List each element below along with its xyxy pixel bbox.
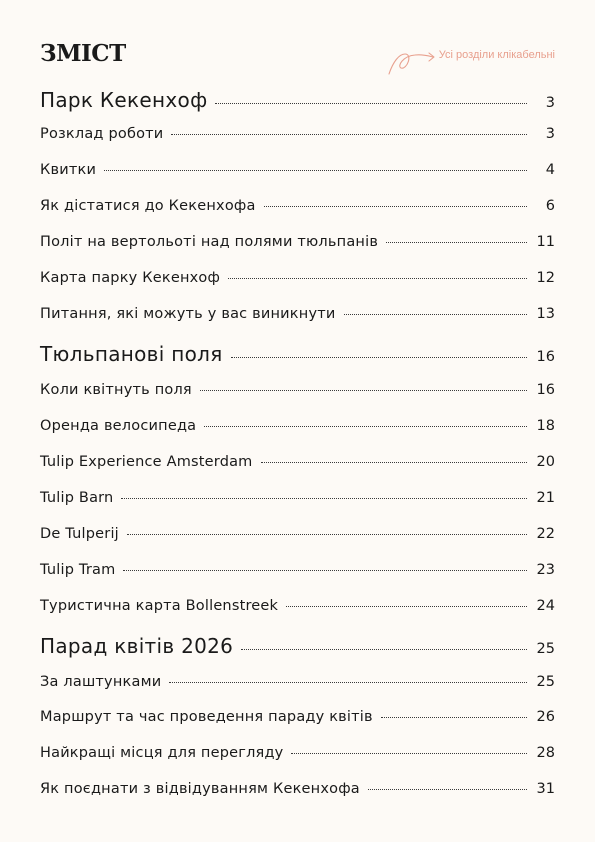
toc-page-number: 25 — [536, 641, 555, 657]
toc-subsection-link[interactable] — [40, 234, 555, 250]
dot-leader — [127, 534, 527, 535]
toc-entry-label: Тюльпанові поля — [40, 342, 223, 366]
toc-page-number: 16 — [536, 349, 555, 365]
dot-leader — [171, 134, 527, 135]
toc-subsection-link[interactable] — [40, 162, 555, 178]
toc-page-number: 25 — [536, 674, 555, 690]
toc-entry-label: Коли квітнуть поля — [40, 382, 192, 398]
dot-leader — [169, 682, 527, 683]
toc-entry-label: De Tulperij — [40, 526, 119, 542]
toc-subsection-link[interactable] — [40, 526, 555, 542]
dot-leader — [204, 426, 527, 427]
dot-leader — [231, 357, 527, 358]
dot-leader — [381, 717, 527, 718]
toc-page-number: 23 — [536, 562, 555, 578]
toc-page-number: 3 — [545, 126, 555, 142]
toc-subsection-link[interactable] — [40, 781, 555, 797]
toc-subsection-link[interactable] — [40, 306, 555, 322]
toc-entry-label: Парад квітів 2026 — [40, 634, 234, 658]
toc-entry-label: Парк Кекенхоф — [40, 88, 208, 112]
toc-entry-label: Питання, які можуть у вас виникнути — [40, 306, 336, 322]
toc-entry-label: За лаштунками — [40, 674, 162, 690]
toc-subsection-link[interactable] — [40, 198, 555, 214]
toc-subsection-link[interactable] — [40, 745, 555, 761]
dot-leader — [200, 390, 527, 391]
toc-entry-label: Квитки — [40, 162, 97, 178]
toc-entry-label: Як дістатися до Кекенхофа — [40, 198, 256, 214]
toc-subsection-link[interactable] — [40, 490, 555, 506]
toc-page-number: 31 — [536, 781, 555, 797]
toc-page-number: 4 — [545, 162, 555, 178]
toc-subsection-link[interactable] — [40, 382, 555, 398]
toc-page-number: 16 — [536, 382, 555, 398]
dot-leader — [344, 314, 528, 315]
toc-subsection-link[interactable] — [40, 418, 555, 434]
toc-section-link[interactable] — [40, 342, 555, 366]
toc-page-number: 24 — [536, 598, 555, 614]
toc-page-number: 11 — [536, 234, 555, 250]
toc-page-number: 22 — [536, 526, 555, 542]
dot-leader — [368, 789, 527, 790]
toc-page-number: 18 — [536, 418, 555, 434]
dot-leader — [264, 206, 527, 207]
toc-page-number: 13 — [536, 306, 555, 322]
toc-subsection-link[interactable] — [40, 598, 555, 614]
toc-section-link[interactable] — [40, 634, 555, 658]
toc-subsection-link[interactable] — [40, 270, 555, 286]
toc-entry-label: Розклад роботи — [40, 126, 164, 142]
dot-leader — [121, 498, 527, 499]
toc-subsection-link[interactable] — [40, 674, 555, 690]
toc-entry-label: Tulip Experience Amsterdam — [40, 454, 253, 470]
dot-leader — [291, 753, 527, 754]
toc-entry-label: Як поєднати з відвідуванням Кекенхофа — [40, 781, 360, 797]
toc-entry-label: Оренда велосипеда — [40, 418, 197, 434]
toc-page-number: 6 — [545, 198, 555, 214]
toc-section-link[interactable] — [40, 88, 555, 112]
page-title: ЗМІСТ — [40, 40, 126, 67]
toc-page-number: 12 — [536, 270, 555, 286]
dot-leader — [386, 242, 527, 243]
toc-page-number: 21 — [536, 490, 555, 506]
dot-leader — [241, 649, 527, 650]
toc-page-number: 3 — [545, 95, 555, 111]
dot-leader — [286, 606, 527, 607]
dot-leader — [228, 278, 527, 279]
toc-entry-label: Карта парку Кекенхоф — [40, 270, 221, 286]
toc-page-number: 26 — [536, 709, 555, 725]
toc-entry-label: Політ на вертольоті над полями тюльпанів — [40, 234, 379, 250]
toc-entry-label: Маршрут та час проведення параду квітів — [40, 709, 373, 725]
toc-subsection-link[interactable] — [40, 454, 555, 470]
toc-subsection-link[interactable] — [40, 709, 555, 725]
dot-leader — [123, 570, 527, 571]
toc-subsection-link[interactable] — [40, 562, 555, 578]
dot-leader — [261, 462, 527, 463]
toc-entry-label: Туристична карта Bollenstreek — [40, 598, 279, 614]
toc-page-number: 20 — [536, 454, 555, 470]
toc-entry-label: Tulip Tram — [40, 562, 116, 578]
toc-entry-label: Tulip Barn — [40, 490, 114, 506]
dot-leader — [215, 103, 527, 104]
dot-leader — [104, 170, 527, 171]
toc-entry-label: Найкращі місця для перегляду — [40, 745, 284, 761]
toc-page-number: 28 — [536, 745, 555, 761]
clickable-note-text: Усі розділи клікабельні — [438, 49, 555, 61]
toc-subsection-link[interactable] — [40, 126, 555, 142]
